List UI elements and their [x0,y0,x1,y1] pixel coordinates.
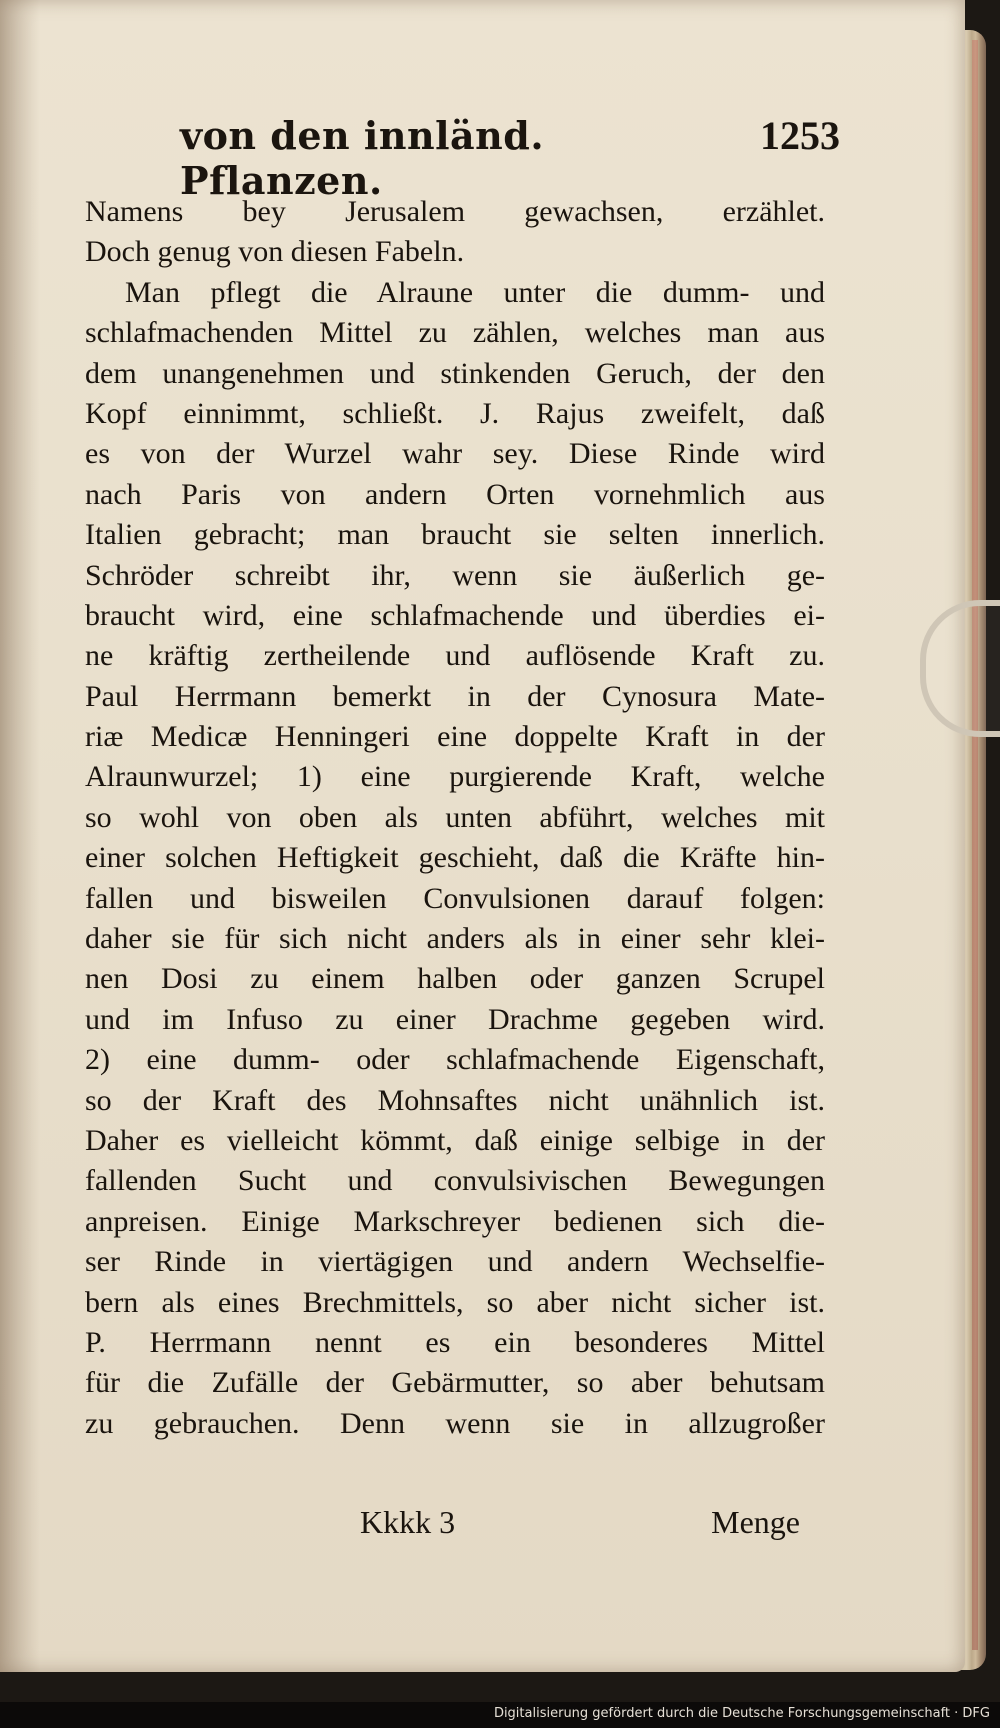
text-line: zu gebrauchen. Denn wenn sie in allzugroßer [85,1406,825,1440]
text-line: riæ Medicæ Henningeri eine doppelte Kraft in der [85,720,825,754]
text-line: braucht wird, eine schlafmachende und überdies ei- [85,598,825,632]
catchword: Menge [711,1504,800,1540]
text-line: schlafmachenden Mittel zu zählen, welches man aus [85,316,825,350]
text-line: es von der Wurzel wahr sey. Diese Rinde wird [85,437,825,471]
text-line: nen Dosi zu einem halben oder ganzen Scrupel [85,962,825,996]
body-text [85,192,825,1444]
text-line: dem unangenehmen und stinkenden Geruch, der den [85,356,825,390]
text-line: 2) eine dumm- oder schlafmachende Eigenschaft, [85,1043,825,1077]
text-line: Schröder schreibt ihr, wenn sie äußerlich ge- [85,558,825,592]
page-header [180,112,840,203]
text-line: ne kräftig zertheilende und auflösende Kraft zu. [85,639,825,673]
text-line: und im Infuso zu einer Drachme gegeben wird. [85,1002,825,1036]
text-line: Alraunwurzel; 1) eine purgierende Kraft, welche [85,760,825,794]
text-line: Doch genug von diesen Fabeln. [85,235,465,269]
spine-shadow [0,0,40,1672]
text-line: bern als eines Brechmittels, so aber nicht sicher ist. [85,1285,825,1319]
text-line: fallenden Sucht und convulsivischen Bewegungen [85,1164,825,1198]
footer-bar [0,1702,1000,1728]
text-line: Kopf einnimmt, schließt. J. Rajus zweifelt, daß [85,396,825,430]
text-line: fallen und bisweilen Convulsionen darauf folgen: [85,881,825,915]
catchline [360,1504,800,1548]
text-line: so wohl von oben als unten abführt, welches mit [85,800,825,834]
text-line: ser Rinde in viertägigen und andern Wechselfie- [85,1245,825,1279]
text-line: Daher es vielleicht kömmt, daß einige selbige in der [85,1123,825,1157]
text-line: für die Zufälle der Gebärmutter, so aber behutsam [85,1366,825,1400]
text-line: Paul Herrmann bemerkt in der Cynosura Mate- [85,679,825,713]
text-line: so der Kraft des Mohnsaftes nicht unähnlich ist. [85,1083,825,1117]
running-title: von den innländ. Pflanzen. [180,113,545,203]
text-line: Man pflegt die Alraune unter die dumm- und [125,275,825,309]
text-line: P. Herrmann nennt es ein besonderes Mittel [85,1325,825,1359]
text-line: nach Paris von andern Orten vornehmlich aus [85,477,825,511]
text-line: Italien gebracht; man braucht sie selten innerlich. [85,518,825,552]
page-edge-red-tint [972,40,978,1650]
text-line: anpreisen. Einige Markschreyer bedienen sich die- [85,1204,825,1238]
digitization-credit: Digitalisierung gefördert durch die Deutsche Forschungsgemeinschaft · DFG [493,1706,990,1721]
page-number: 1253 [760,113,840,158]
text-line: Namens bey Jerusalem gewachsen, erzählet. [85,195,825,228]
text-line: einer solchen Heftigkeit geschieht, daß die Kräfte hin- [85,841,825,875]
text-line: daher sie für sich nicht anders als in einer sehr klei- [85,922,825,956]
signature-mark: Kkkk 3 [360,1504,456,1540]
